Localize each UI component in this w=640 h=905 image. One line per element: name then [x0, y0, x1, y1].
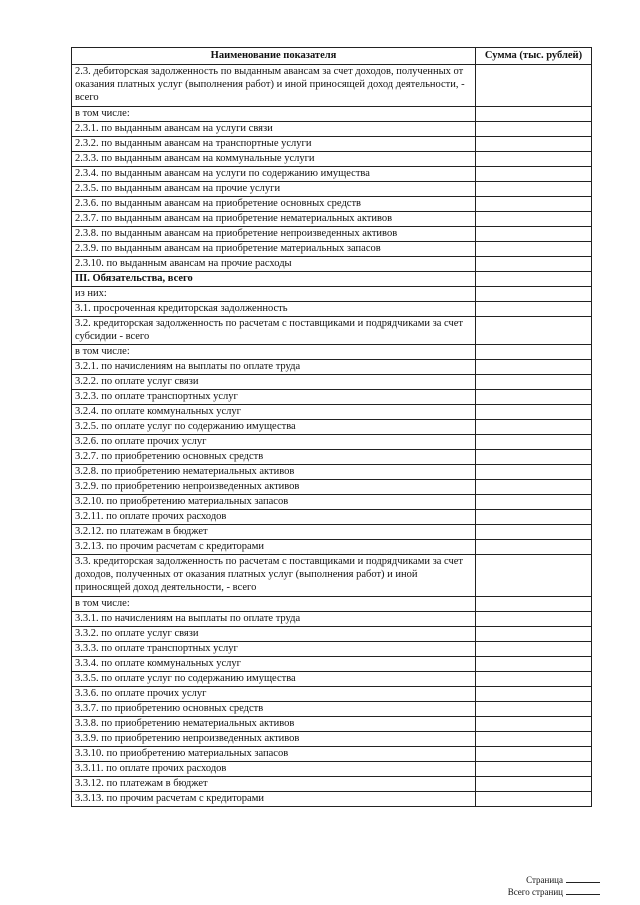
table-row	[72, 152, 592, 167]
total-pages-blank	[566, 886, 600, 895]
sum-cell	[476, 732, 592, 747]
table-row	[72, 732, 592, 747]
total-pages-label: Всего страниц	[507, 887, 563, 897]
sum-cell	[476, 717, 592, 732]
indicator-name-cell: 3.2.9. по приобретению непроизведенных активов	[72, 480, 476, 495]
indicator-name-cell: 3.2.3. по оплате транспортных услуг	[72, 390, 476, 405]
table-row	[72, 792, 592, 807]
table-row	[72, 122, 592, 137]
table-row	[72, 510, 592, 525]
sum-cell	[476, 197, 592, 212]
sum-cell	[476, 317, 592, 345]
table-row	[72, 272, 592, 287]
indicator-name-cell: 3.2.11. по оплате прочих расходов	[72, 510, 476, 525]
table-row	[72, 627, 592, 642]
indicator-name-cell: III. Обязательства, всего	[72, 272, 476, 287]
column-header-name: Наименование показателя	[72, 48, 476, 65]
table-row	[72, 345, 592, 360]
sum-cell	[476, 777, 592, 792]
indicator-name-cell: 3.3.10. по приобретению материальных запасов	[72, 747, 476, 762]
table-row	[72, 687, 592, 702]
indicator-name-cell: 3.2.12. по платежам в бюджет	[72, 525, 476, 540]
table-row	[72, 597, 592, 612]
indicator-name-cell: 2.3. дебиторская задолженность по выданным авансам за счет доходов, полученных от оказания платных услуг (выполнения работ) и иной приносящей доход деятельности, - всего	[72, 65, 476, 107]
table-row	[72, 717, 592, 732]
indicator-name-cell: в том числе:	[72, 345, 476, 360]
indicator-name-cell: 3.2.1. по начислениям на выплаты по оплате труда	[72, 360, 476, 375]
indicator-name-cell: 3.3.3. по оплате транспортных услуг	[72, 642, 476, 657]
table-row	[72, 287, 592, 302]
table-row	[72, 317, 592, 345]
table-row	[72, 197, 592, 212]
indicator-name-cell: 2.3.2. по выданным авансам на транспортные услуги	[72, 137, 476, 152]
table-row	[72, 672, 592, 687]
indicator-name-cell: 3.3.13. по прочим расчетам с кредиторами	[72, 792, 476, 807]
indicator-name-cell: 2.3.4. по выданным авансам на услуги по содержанию имущества	[72, 167, 476, 182]
page-number-blank	[566, 874, 600, 883]
sum-cell	[476, 257, 592, 272]
indicator-name-cell: 3.3.1. по начислениям на выплаты по оплате труда	[72, 612, 476, 627]
table-row	[72, 302, 592, 317]
table-row	[72, 420, 592, 435]
indicator-name-cell: 3.3.12. по платежам в бюджет	[72, 777, 476, 792]
sum-cell	[476, 525, 592, 540]
sum-cell	[476, 137, 592, 152]
table-row	[72, 540, 592, 555]
report-table	[71, 47, 592, 807]
sum-cell	[476, 450, 592, 465]
table-row	[72, 642, 592, 657]
indicator-name-cell: 3.3.7. по приобретению основных средств	[72, 702, 476, 717]
table-body	[72, 65, 592, 807]
table-row	[72, 390, 592, 405]
sum-cell	[476, 435, 592, 450]
indicator-name-cell: 3.3. кредиторская задолженность по расчетам с поставщиками и подрядчиками за счет доходов, полученных от оказания платных услуг (выполнения работ) и иной приносящей доход деятельности, - всего	[72, 555, 476, 597]
indicator-name-cell: 2.3.3. по выданным авансам на коммунальные услуги	[72, 152, 476, 167]
sum-cell	[476, 345, 592, 360]
indicator-name-cell: 3.2.4. по оплате коммунальных услуг	[72, 405, 476, 420]
indicator-name-cell: в том числе:	[72, 107, 476, 122]
indicator-name-cell: 2.3.7. по выданным авансам на приобретение нематериальных активов	[72, 212, 476, 227]
indicator-name-cell: 3.3.9. по приобретению непроизведенных активов	[72, 732, 476, 747]
indicator-name-cell: 3.3.6. по оплате прочих услуг	[72, 687, 476, 702]
sum-cell	[476, 642, 592, 657]
sum-cell	[476, 762, 592, 777]
table-row	[72, 405, 592, 420]
indicator-name-cell: 2.3.9. по выданным авансам на приобретение материальных запасов	[72, 242, 476, 257]
indicator-name-cell: 3.2. кредиторская задолженность по расчетам с поставщиками и подрядчиками за счет субсидии - всего	[72, 317, 476, 345]
indicator-name-cell: 2.3.10. по выданным авансам на прочие расходы	[72, 257, 476, 272]
indicator-name-cell: 2.3.6. по выданным авансам на приобретение основных средств	[72, 197, 476, 212]
indicator-name-cell: 2.3.1. по выданным авансам на услуги связи	[72, 122, 476, 137]
sum-cell	[476, 122, 592, 137]
sum-cell	[476, 555, 592, 597]
indicator-name-cell: 3.2.7. по приобретению основных средств	[72, 450, 476, 465]
sum-cell	[476, 212, 592, 227]
table-row	[72, 435, 592, 450]
sum-cell	[476, 702, 592, 717]
sum-cell	[476, 672, 592, 687]
table-row	[72, 465, 592, 480]
indicator-name-cell: 3.2.5. по оплате услуг по содержанию имущества	[72, 420, 476, 435]
sum-cell	[476, 287, 592, 302]
sum-cell	[476, 107, 592, 122]
sum-cell	[476, 465, 592, 480]
sum-cell	[476, 627, 592, 642]
indicator-name-cell: 3.3.11. по оплате прочих расходов	[72, 762, 476, 777]
table-row	[72, 747, 592, 762]
sum-cell	[476, 360, 592, 375]
table-row	[72, 612, 592, 627]
table-row	[72, 525, 592, 540]
table-row	[72, 167, 592, 182]
total-pages-field	[490, 886, 600, 898]
table-row	[72, 450, 592, 465]
table-row	[72, 375, 592, 390]
indicator-name-cell: 3.3.8. по приобретению нематериальных активов	[72, 717, 476, 732]
sum-cell	[476, 657, 592, 672]
table-row	[72, 182, 592, 197]
indicator-name-cell: 3.3.2. по оплате услуг связи	[72, 627, 476, 642]
indicator-name-cell: из них:	[72, 287, 476, 302]
sum-cell	[476, 747, 592, 762]
sum-cell	[476, 792, 592, 807]
sum-cell	[476, 540, 592, 555]
indicator-name-cell: 3.2.10. по приобретению материальных запасов	[72, 495, 476, 510]
indicator-name-cell: 3.3.4. по оплате коммунальных услуг	[72, 657, 476, 672]
page-number-field	[490, 874, 600, 886]
sum-cell	[476, 612, 592, 627]
sum-cell	[476, 182, 592, 197]
column-header-sum: Сумма (тыс. рублей)	[476, 48, 592, 65]
sum-cell	[476, 405, 592, 420]
indicator-name-cell: в том числе:	[72, 597, 476, 612]
indicator-name-cell: 3.1. просроченная кредиторская задолженность	[72, 302, 476, 317]
table-row	[72, 495, 592, 510]
sum-cell	[476, 167, 592, 182]
sum-cell	[476, 227, 592, 242]
indicator-name-cell: 2.3.5. по выданным авансам на прочие услуги	[72, 182, 476, 197]
indicator-name-cell: 3.2.2. по оплате услуг связи	[72, 375, 476, 390]
indicator-name-cell: 3.2.8. по приобретению нематериальных активов	[72, 465, 476, 480]
table-row	[72, 137, 592, 152]
indicator-name-cell: 3.3.5. по оплате услуг по содержанию имущества	[72, 672, 476, 687]
sum-cell	[476, 495, 592, 510]
table-header-row	[72, 48, 592, 65]
table-row	[72, 212, 592, 227]
table-row	[72, 657, 592, 672]
sum-cell	[476, 420, 592, 435]
table-row	[72, 257, 592, 272]
table-row	[72, 360, 592, 375]
sum-cell	[476, 272, 592, 287]
indicator-name-cell: 3.2.13. по прочим расчетам с кредиторами	[72, 540, 476, 555]
table-row	[72, 227, 592, 242]
sum-cell	[476, 375, 592, 390]
table-row	[72, 65, 592, 107]
table-row	[72, 480, 592, 495]
sum-cell	[476, 510, 592, 525]
sum-cell	[476, 597, 592, 612]
sum-cell	[476, 152, 592, 167]
sum-cell	[476, 480, 592, 495]
table-row	[72, 777, 592, 792]
sum-cell	[476, 390, 592, 405]
table-row	[72, 242, 592, 257]
sum-cell	[476, 302, 592, 317]
table-row	[72, 107, 592, 122]
sum-cell	[476, 65, 592, 107]
table-row	[72, 702, 592, 717]
table-row	[72, 555, 592, 597]
sum-cell	[476, 687, 592, 702]
indicator-name-cell: 2.3.8. по выданным авансам на приобретение непроизведенных активов	[72, 227, 476, 242]
indicator-name-cell: 3.2.6. по оплате прочих услуг	[72, 435, 476, 450]
page-number-label: Страница	[526, 875, 563, 885]
sum-cell	[476, 242, 592, 257]
table-row	[72, 762, 592, 777]
